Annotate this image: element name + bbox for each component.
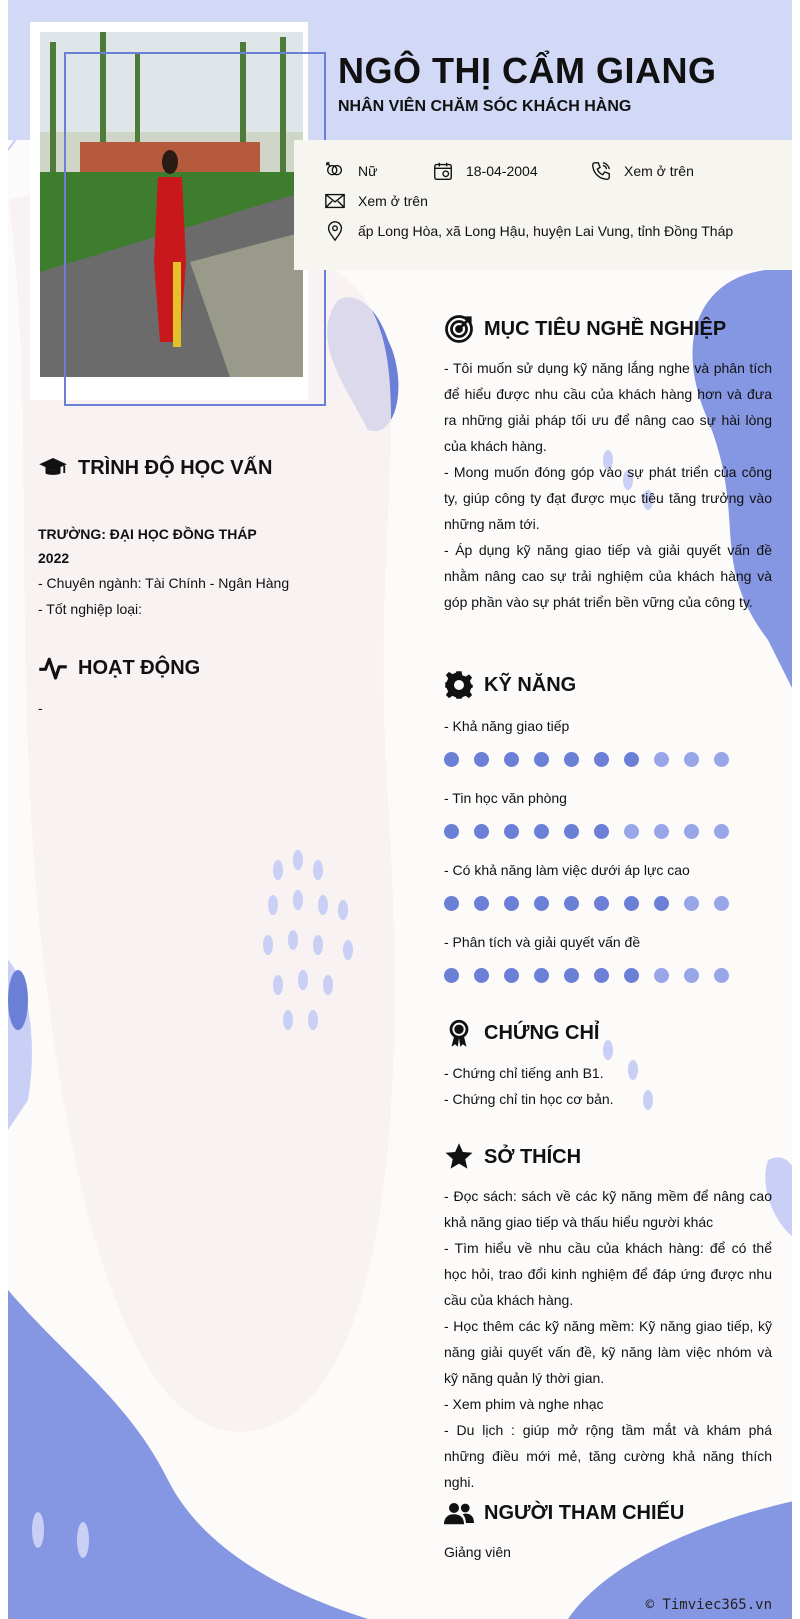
rating-dot-filled [504,968,519,983]
rating-dot-filled [624,752,639,767]
skill-label: - Khả năng giao tiếp [444,718,570,734]
education-title: TRÌNH ĐỘ HỌC VẤN [78,456,273,479]
rating-dot-empty [714,752,729,767]
objective-line: - Mong muốn đóng góp vào sự phát triển của công ty, giúp công ty đạt được mục tiêu tăng trưởng vào những năm tới. [444,464,772,532]
graduation-cap-icon [38,453,68,483]
rating-dot-filled [594,752,609,767]
hobby-line: - Tìm hiểu về nhu cầu của khách hàng: để có thể học hỏi, trao đổi kinh nghiệm để đáp ứng được nhu cầu của khách hàng. [444,1240,772,1308]
rating-dot-filled [444,968,459,983]
rating-dot-filled [504,896,519,911]
rating-dot-filled [624,968,639,983]
rating-dot-empty [654,752,669,767]
objective-text [444,355,772,615]
rating-dot-filled [564,968,579,983]
activities-heading [38,653,200,683]
education-year: 2022 [38,550,70,566]
phone-value: Xem ở trên [624,163,694,179]
gear-icon [444,670,474,700]
rating-dot-empty [684,896,699,911]
gender-value: Nữ [358,163,378,179]
rating-dot-filled [474,968,489,983]
candidate-role: NHÂN VIÊN CHĂM SÓC KHÁCH HÀNG [338,98,632,115]
rating-dot-filled [504,824,519,839]
activities-content: - [38,700,43,716]
envelope-icon [324,190,346,212]
skill-rating [444,968,744,983]
certificate-item: - Chứng chỉ tin học cơ bản. [444,1091,614,1107]
rating-dot-filled [474,752,489,767]
skill-label: - Có khả năng làm việc dưới áp lực cao [444,862,690,878]
rating-dot-filled [624,896,639,911]
hobby-line: - Du lịch : giúp mở rộng tầm mắt và khám phá những điều mới mẻ, tăng cường khả năng thích nghi. [444,1422,772,1490]
hobbies-text [444,1183,772,1495]
rating-dot-filled [594,896,609,911]
skills-title: KỸ NĂNG [484,673,577,696]
award-icon [444,1018,474,1048]
education-heading [38,453,272,483]
birthdate-value: 18-04-2004 [466,163,538,179]
rating-dot-filled [444,896,459,911]
address-value: ấp Long Hòa, xã Long Hậu, huyện Lai Vung, tỉnh Đồng Tháp [358,223,734,239]
photo-accent-border [64,52,326,406]
hobby-line: - Học thêm các kỹ năng mềm: Kỹ năng giao tiếp, kỹ năng giải quyết vấn đề, kỹ năng làm việc nhóm và kỹ năng quản lý thời gian. [444,1318,772,1386]
rating-dot-filled [564,824,579,839]
location-pin-icon [324,220,346,242]
certificates-list [444,1060,614,1112]
hobbies-heading [444,1142,581,1172]
rating-dot-filled [474,896,489,911]
rating-dot-filled [594,968,609,983]
rating-dot-filled [534,752,549,767]
rating-dot-filled [534,824,549,839]
rating-dot-filled [534,896,549,911]
certificates-title: CHỨNG CHỈ [484,1021,600,1044]
references-title: NGƯỜI THAM CHIẾU [484,1501,685,1524]
footer-credit: © Timviec365.vn [645,1597,772,1613]
rating-dot-empty [714,824,729,839]
skill-label: - Tin học văn phòng [444,790,567,806]
education-grade: - Tốt nghiệp loại: [38,601,143,617]
hobby-line: - Đọc sách: sách về các kỹ năng mềm để nâng cao khả năng giao tiếp và thấu hiểu người khác [444,1188,772,1230]
rating-dot-empty [714,968,729,983]
gender-icon [324,160,346,182]
phone-icon [590,160,612,182]
rating-dot-empty [684,824,699,839]
references-content: Giảng viên [444,1544,511,1560]
objective-heading [444,314,726,344]
cv-page [8,0,792,1619]
rating-dot-empty [714,896,729,911]
rating-dot-filled [564,896,579,911]
people-icon [444,1498,474,1528]
references-heading [444,1498,684,1528]
rating-dot-empty [654,824,669,839]
target-icon [444,314,474,344]
objective-line: - Áp dụng kỹ năng giao tiếp và giải quyết vấn đề nhằm nâng cao sự trải nghiệm của khách hàng và góp phần vào sự phát triển bền vững của công ty. [444,542,772,610]
education-school: TRƯỜNG: ĐẠI HỌC ĐỒNG THÁP [38,526,257,542]
rating-dot-empty [654,968,669,983]
gender-info [324,160,377,182]
candidate-name: NGÔ THỊ CẨM GIANG [338,50,717,91]
skill-label: - Phân tích và giải quyết vấn đề [444,934,641,950]
education-major: - Chuyên ngành: Tài Chính - Ngân Hàng [38,575,290,591]
rating-dot-filled [504,752,519,767]
certificates-heading [444,1018,599,1048]
objective-title: MỤC TIÊU NGHỀ NGHIỆP [484,317,727,340]
rating-dot-filled [444,752,459,767]
certificate-item: - Chứng chỉ tiếng anh B1. [444,1065,604,1081]
rating-dot-empty [624,824,639,839]
hobbies-title: SỞ THÍCH [484,1145,582,1168]
hobby-line: - Xem phim và nghe nhạc [444,1396,604,1412]
skill-rating [444,752,744,767]
rating-dot-filled [654,896,669,911]
rating-dot-filled [564,752,579,767]
rating-dot-empty [684,968,699,983]
calendar-icon [432,160,454,182]
skill-rating [444,896,744,911]
objective-line: - Tôi muốn sử dụng kỹ năng lắng nghe và phân tích để hiểu được nhu cầu của khách hàng hơn và đưa ra những giải pháp tối ưu để nâng cao sự hài lòng của khách hàng. [444,360,772,454]
email-info [324,190,428,212]
phone-info [590,160,694,182]
email-value: Xem ở trên [358,193,428,209]
rating-dot-filled [594,824,609,839]
skill-rating [444,824,744,839]
skills-heading [444,670,576,700]
rating-dot-empty [684,752,699,767]
pulse-icon [38,653,68,683]
activities-title: HOẠT ĐỘNG [78,656,201,679]
star-icon [444,1142,474,1172]
rating-dot-filled [444,824,459,839]
birthdate-info [432,160,538,182]
address-info [324,220,733,242]
rating-dot-filled [534,968,549,983]
rating-dot-filled [474,824,489,839]
